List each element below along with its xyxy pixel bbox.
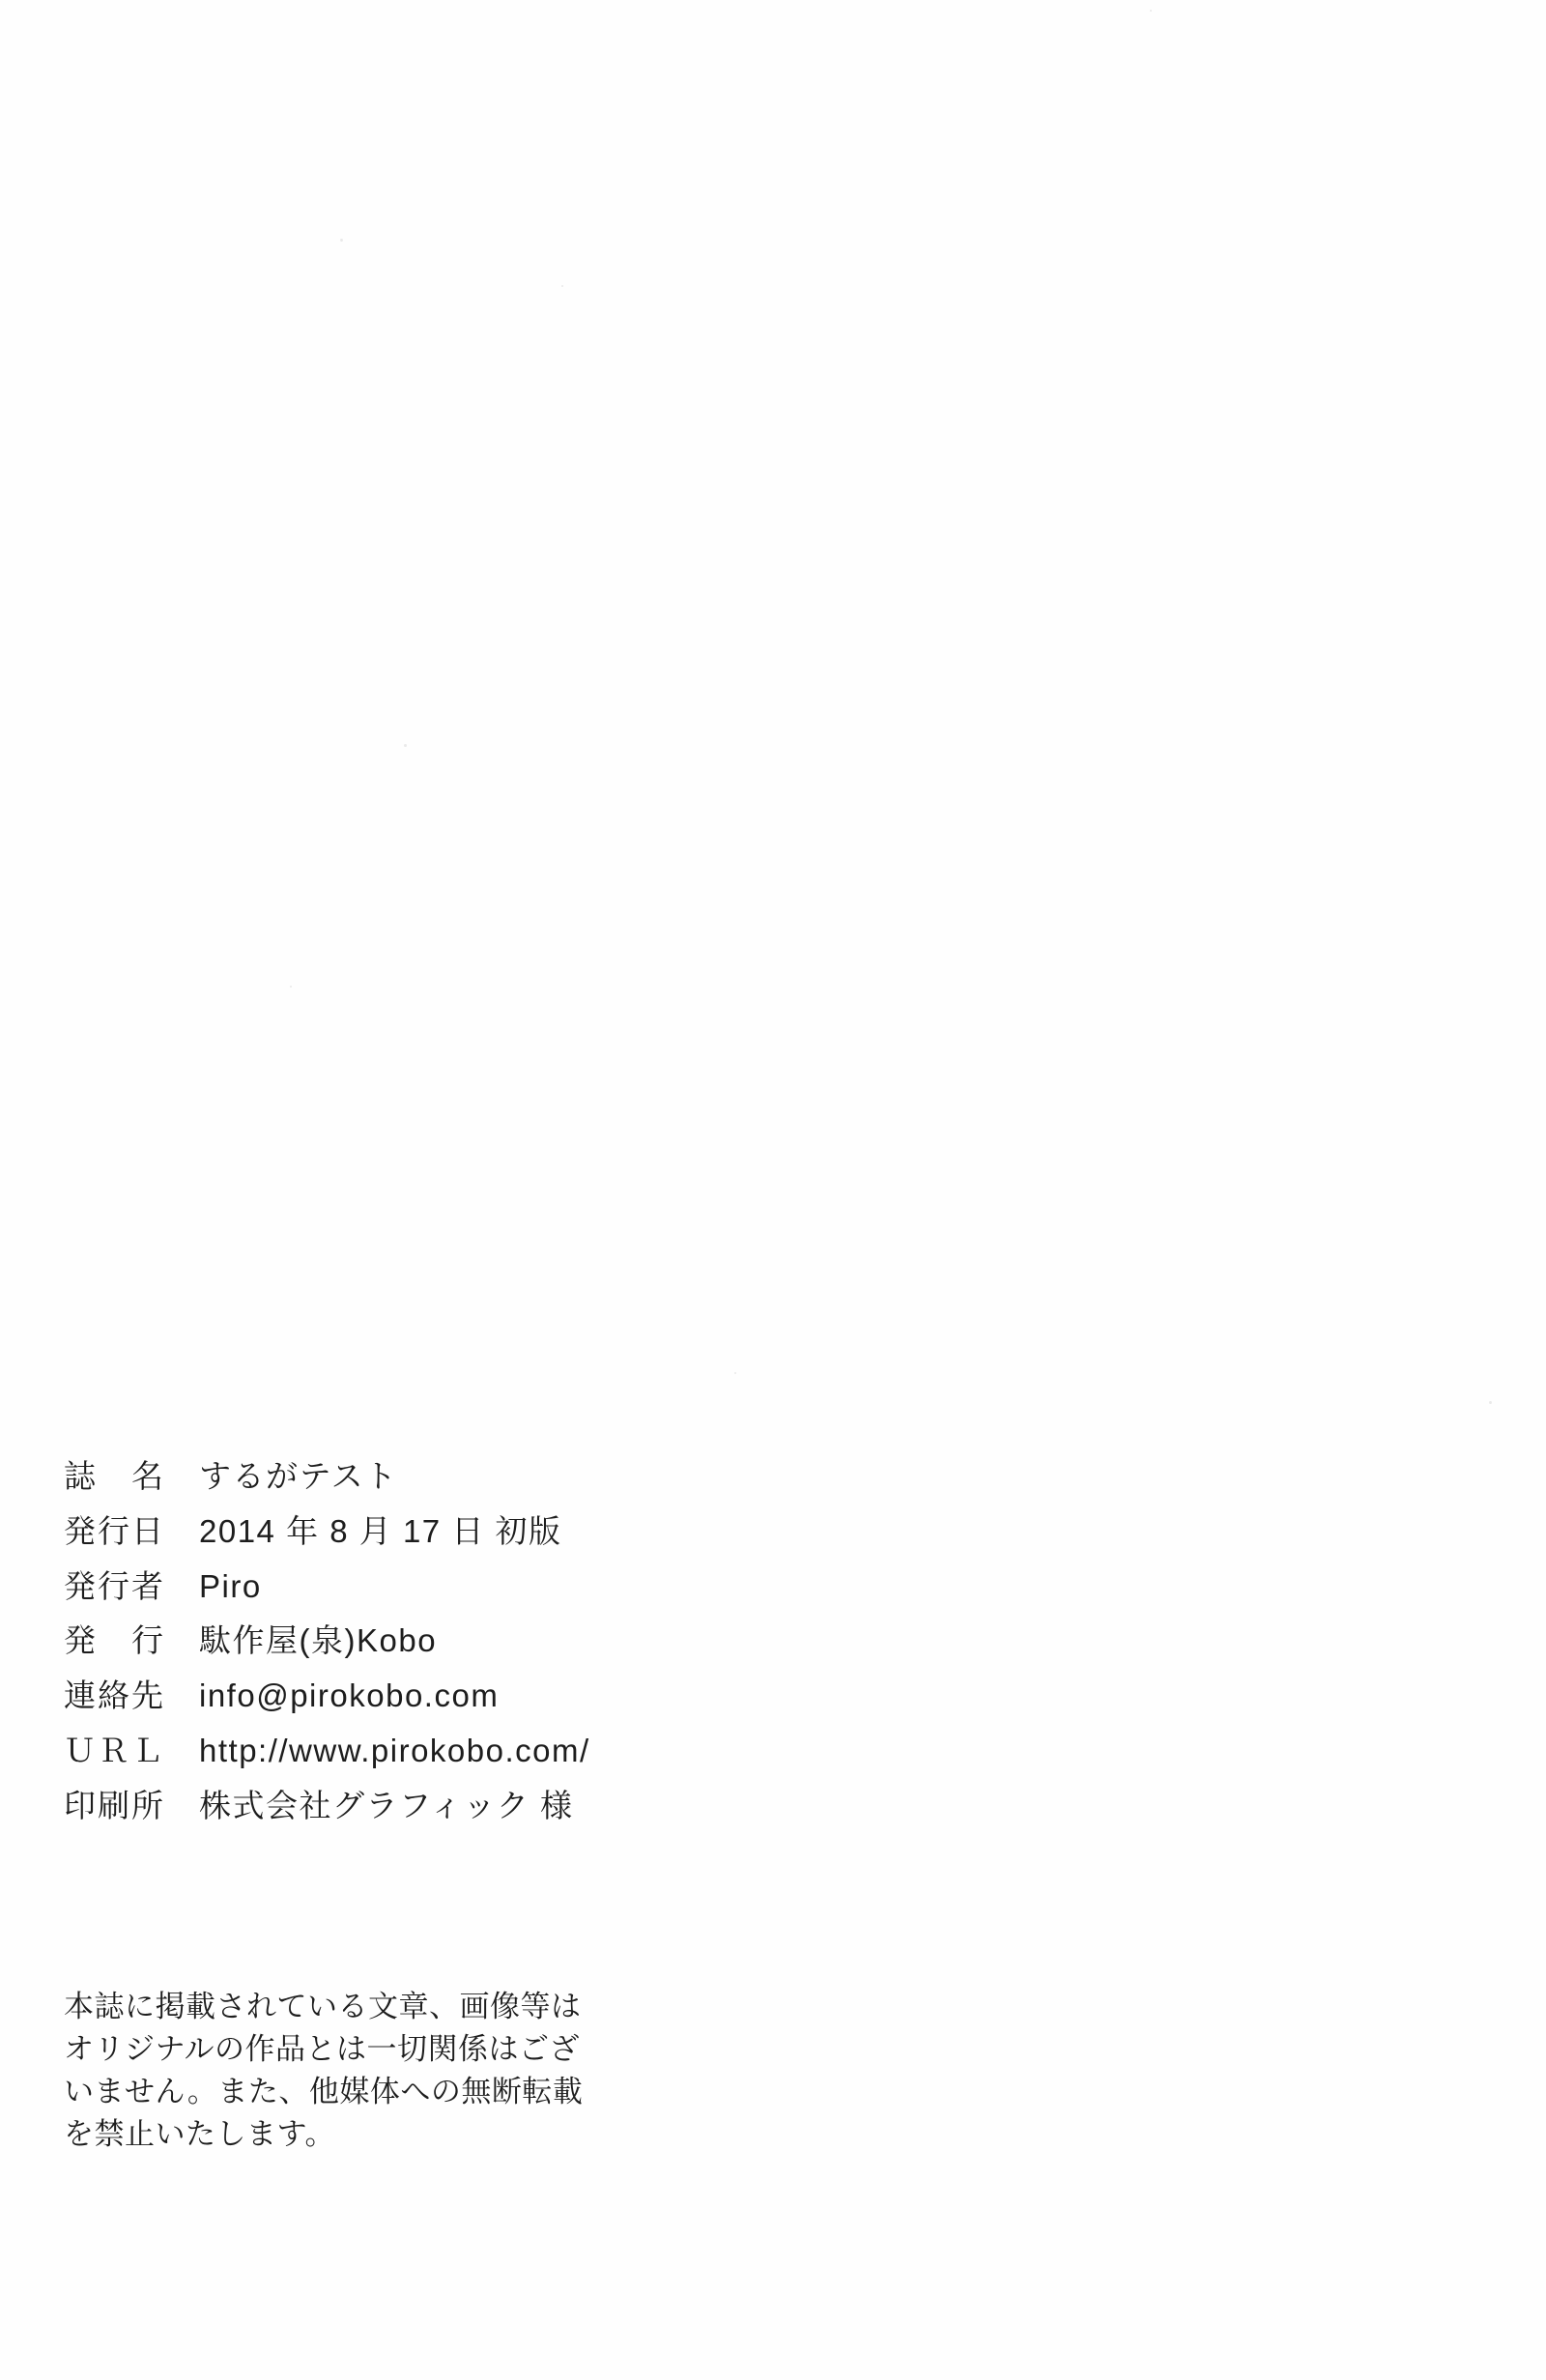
colophon-value-publish-date: 2014 年 8 月 17 日 初版 — [199, 1512, 562, 1549]
disclaimer-line: いません。また、他媒体への無断転載 — [64, 2075, 584, 2109]
disclaimer-line: 本誌に掲載されている文章、画像等は — [64, 1990, 582, 2023]
colophon-label-circle: 発 行 — [64, 1622, 165, 1659]
scan-speck — [1489, 1401, 1492, 1404]
colophon-row — [64, 1669, 1030, 1724]
colophon-label-publisher-person: 発行者 — [64, 1567, 165, 1604]
scan-speck — [561, 285, 563, 287]
disclaimer-notice — [64, 1986, 827, 2156]
colophon-row — [64, 1779, 1030, 1834]
scan-speck — [290, 986, 292, 988]
colophon-value-publisher-person: Piro — [199, 1567, 262, 1604]
scan-speck — [734, 1372, 736, 1374]
colophon-label-publish-date: 発行日 — [64, 1512, 165, 1549]
disclaimer-line: オリジナルの作品とは一切関係はござ — [64, 2032, 580, 2067]
colophon-row — [64, 1505, 1030, 1560]
colophon-label-title: 誌 名 — [64, 1458, 165, 1494]
scan-speck — [1150, 10, 1152, 12]
colophon-label-printer: 印刷所 — [64, 1787, 165, 1823]
colophon-block — [64, 1449, 1030, 1833]
colophon-value-url: http://www.pirokobo.com/ — [199, 1732, 590, 1768]
colophon-label-url: ＵＲＬ — [64, 1732, 165, 1768]
scan-speck — [340, 239, 343, 242]
colophon-row — [64, 1614, 1030, 1669]
colophon-row — [64, 1724, 1030, 1779]
colophon-value-printer: 株式会社グラフィック 様 — [199, 1787, 574, 1823]
disclaimer-line: を禁止いたします。 — [64, 2117, 336, 2152]
colophon-row — [64, 1449, 1030, 1505]
colophon-value-circle: 駄作屋(泉)Kobo — [199, 1622, 438, 1659]
scan-speck — [404, 744, 407, 747]
colophon-label-contact: 連絡先 — [64, 1677, 165, 1713]
colophon-row — [64, 1560, 1030, 1615]
colophon-value-contact-email: info@pirokobo.com — [199, 1677, 500, 1713]
colophon-value-title: するがテスト — [199, 1458, 398, 1494]
